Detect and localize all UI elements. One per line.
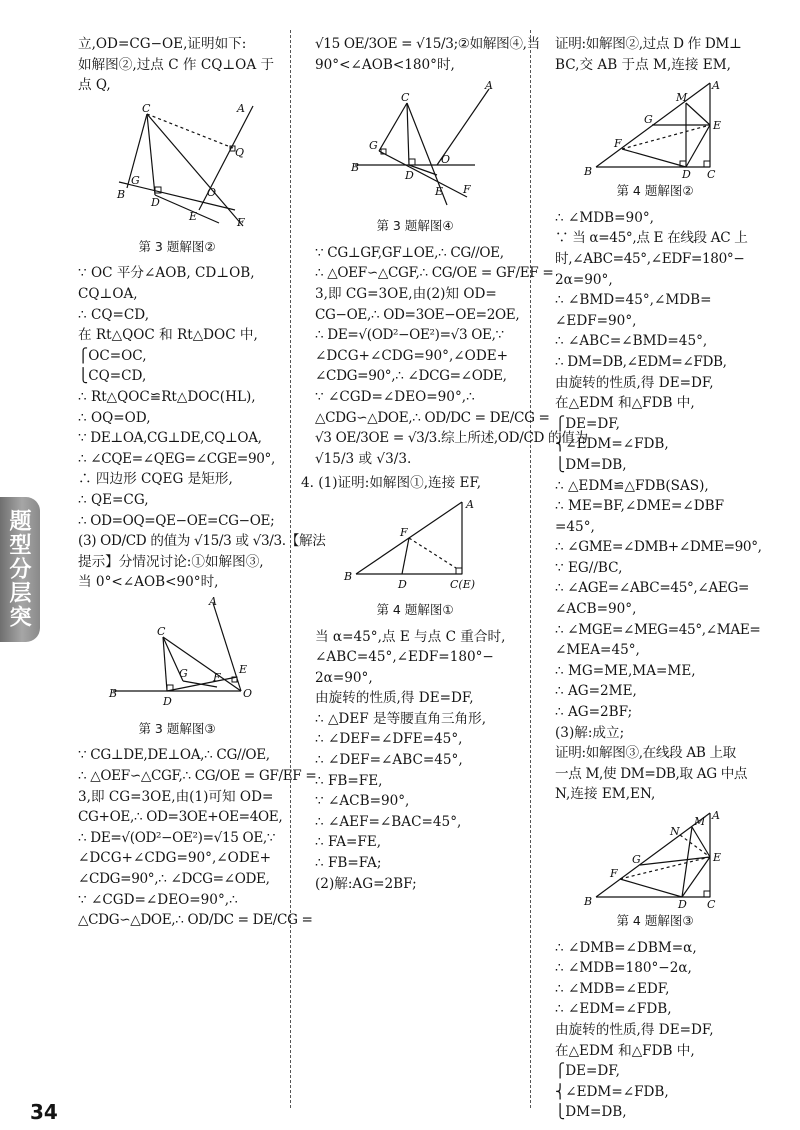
- figure-4-3: [580, 809, 730, 909]
- label-O: O: [243, 686, 253, 700]
- column-divider-2: [530, 30, 531, 1108]
- side-tab-label: 题型分层突: [6, 509, 31, 629]
- text-line: 90°<∠AOB<180°时,: [315, 56, 455, 73]
- label-E: E: [713, 851, 722, 864]
- text-line: 点 Q,: [78, 77, 111, 94]
- text-line: ∠ABC=45°,∠EDF=180°−: [315, 649, 494, 666]
- text-line: √15 OE/3OE = √15/3;②如解图④,当: [315, 36, 540, 52]
- text-line: ∴ Rt△QOC≌Rt△DOC(HL),: [78, 388, 256, 405]
- text-line: ∴ ∠GME=∠DMB+∠DME=90°,: [555, 539, 762, 556]
- label-F: F: [237, 215, 245, 229]
- text-line: √15/3 或 √3/3.: [315, 450, 412, 467]
- text-line: 提示】分情况讨论:①如解图③,: [78, 553, 264, 570]
- label-C: C: [707, 898, 716, 909]
- label-G: G: [644, 113, 653, 127]
- text-line: ∠DCG+∠CDG=90°,∠ODE+: [78, 850, 272, 867]
- text-line: ∴ DE=√(OD²−OE²)=√15 OE,∵: [78, 829, 276, 846]
- column-divider-1: [290, 30, 291, 1108]
- text-line: (3) OD/CD 的值为 √15/3 或 √3/3.【解法: [78, 533, 326, 550]
- figure-3-4: [325, 79, 505, 214]
- text-line: 立,OD=CG−OE,证明如下:: [78, 36, 247, 52]
- text-line: N,连接 EM,EN,: [555, 786, 656, 803]
- figure-4-1: [340, 498, 490, 598]
- label-F: F: [213, 670, 221, 684]
- text-line: ∴ ∠DMB=∠DBM=α,: [555, 939, 697, 956]
- figure-3-3: [87, 597, 267, 717]
- text-line: ⎩DM=DB,: [555, 1104, 627, 1121]
- label-C: C: [157, 624, 166, 638]
- text-line: 由旋转的性质,得 DE=DF,: [555, 374, 714, 391]
- text-line: ∠DCG+∠CDG=90°,∠ODE+: [315, 347, 509, 364]
- text-line: 当 0°<∠AOB<90°时,: [78, 574, 219, 591]
- text-line: ∴ ME=BF,∠DME=∠DBF: [555, 498, 725, 515]
- figure-caption: 第 4 题解图①: [376, 601, 454, 617]
- label-M: M: [694, 815, 706, 828]
- text-line: 在△EDM 和△FDB 中,: [555, 395, 695, 412]
- text-line: 时,∠ABC=45°,∠EDF=180°−: [555, 250, 745, 267]
- text-line: BC,交 AB 于点 M,连接 EM,: [555, 56, 731, 73]
- text-line: ⎨∠EDM=∠FDB,: [555, 1083, 669, 1100]
- text-line: ∴ OD=OQ=QE−OE=CG−OE;: [78, 512, 275, 529]
- label-A: A: [712, 809, 720, 822]
- text-line: ∵ ∠CGD=∠DEO=90°,∴: [315, 388, 475, 405]
- label-C: C: [142, 101, 151, 115]
- text-line: ∴ 四边形 CQEG 是矩形,: [78, 471, 233, 488]
- figure-caption: 第 3 题解图②: [138, 238, 216, 254]
- question-4-heading: 4. (1)证明:如解图①,连接 EF,: [301, 475, 482, 492]
- text-line: ∴ MG=ME,MA=ME,: [555, 662, 696, 679]
- label-B: B: [117, 187, 126, 201]
- figure-caption: 第 4 题解图③: [616, 913, 694, 928]
- text-line: ∵ EG//BC,: [555, 559, 623, 576]
- label-D: D: [163, 694, 172, 708]
- text-line: ∴ QE=CG,: [78, 491, 149, 508]
- text-line: ∴ ∠AGE=∠ABC=45°,∠AEG=: [555, 580, 750, 597]
- text-line: CG+OE,∴ OD=3OE+OE=4OE,: [78, 809, 283, 826]
- label-G: G: [179, 666, 188, 680]
- label-B: B: [109, 686, 118, 700]
- text-line: ∴ ∠MDB=∠EDF,: [555, 980, 670, 997]
- text-line: (2)解:AG=2BF;: [315, 875, 417, 892]
- text-line: ∴ FA=FE,: [315, 834, 382, 851]
- text-line: CQ⊥OA,: [78, 285, 138, 302]
- text-line: △CDG∽△DOE,∴ OD/DC = DE/CG =: [315, 409, 550, 426]
- text-line: 由旋转的性质,得 DE=DF,: [315, 690, 474, 707]
- text-line: 2α=90°,: [315, 669, 373, 686]
- text-line: (3)解:成立;: [555, 724, 625, 741]
- figure-4-2: [580, 79, 730, 179]
- text-line: ⎧DE=DF,: [555, 415, 620, 432]
- text-line: 在△EDM 和△FDB 中,: [555, 1042, 695, 1059]
- label-C: C: [401, 91, 410, 105]
- label-C: C: [707, 168, 716, 180]
- label-A: A: [712, 79, 720, 93]
- text-line: ∴ ∠MGE=∠MEG=45°,∠MAE=: [555, 621, 761, 638]
- label-N: N: [670, 825, 680, 838]
- text-line: ∴ ∠BMD=45°,∠MDB=: [555, 292, 712, 309]
- text-line: ∠CDG=90°,∴ ∠DCG=∠ODE,: [315, 368, 507, 385]
- label-F: F: [463, 183, 471, 197]
- label-E: E: [189, 209, 198, 223]
- label-CE: C(E): [450, 577, 476, 591]
- text-line: ∵ CG⊥GF,GF⊥OE,∴ CG//OE,: [315, 244, 504, 261]
- column-3: [555, 34, 762, 1123]
- label-A: A: [209, 596, 217, 608]
- label-F: F: [610, 867, 618, 880]
- text-line: ∴ FB=FE,: [315, 772, 383, 789]
- text-line: ∠EDF=90°,: [555, 312, 637, 329]
- text-line: ∠ACB=90°,: [555, 601, 637, 618]
- text-line: ∴ ∠DEF=∠DFE=45°,: [315, 731, 463, 748]
- text-line: ∴ AG=2ME,: [555, 683, 637, 700]
- text-line: ∵ DE⊥OA,CG⊥DE,CQ⊥OA,: [78, 430, 262, 447]
- label-D: D: [151, 195, 160, 209]
- label-A: A: [237, 101, 245, 115]
- text-line: ⎧OC=OC,: [78, 347, 147, 364]
- label-A: A: [485, 79, 493, 93]
- label-D: D: [678, 898, 687, 909]
- label-D: D: [398, 577, 407, 591]
- text-line: ∴ DM=DB,∠EDM=∠FDB,: [555, 353, 727, 370]
- text-line: √3 OE/3OE = √3/3.综上所述,OD/CD 的值为: [315, 430, 588, 447]
- label-D: D: [682, 168, 691, 180]
- text-line: ∵ OC 平分∠AOB, CD⊥OB,: [78, 265, 255, 282]
- figure-caption: 第 3 题解图③: [138, 720, 216, 736]
- label-E: E: [435, 185, 444, 199]
- text-line: 证明:如解图③,在线段 AB 上取: [555, 745, 736, 762]
- text-line: ∴ △DEF 是等腰直角三角形,: [315, 710, 487, 727]
- label-F: F: [400, 525, 408, 539]
- text-line: 在 Rt△QOC 和 Rt△DOC 中,: [78, 327, 258, 344]
- label-M: M: [676, 91, 688, 105]
- text-line: ⎩CQ=CD,: [78, 368, 147, 385]
- text-line: 当 α=45°,点 E 与点 C 重合时,: [315, 628, 506, 645]
- text-line: △CDG∽△DOE,∴ OD/DC = DE/CG =: [78, 912, 313, 929]
- text-line: ∴ ∠MDB=180°−2α,: [555, 960, 692, 977]
- text-line: ∴ ∠MDB=90°,: [555, 209, 654, 226]
- figure-3-2: [87, 100, 267, 235]
- label-O: O: [207, 185, 217, 199]
- text-line: 3,即 CG=3OE,由(1)可知 OD=: [78, 788, 274, 805]
- text-line: 由旋转的性质,得 DE=DF,: [555, 1021, 714, 1038]
- text-line: ∴ FB=FA;: [315, 855, 382, 872]
- label-B: B: [584, 895, 593, 908]
- text-line: ∴ △EDM≌△FDB(SAS),: [555, 477, 709, 494]
- text-line: ∴ △OEF∽△CGF,∴ CG/OE = GF/EF =: [315, 265, 554, 282]
- label-B: B: [344, 569, 353, 583]
- text-line: 证明:如解图②,过点 D 作 DM⊥: [555, 36, 742, 52]
- text-line: ∴ ∠CQE=∠QEG=∠CGE=90°,: [78, 450, 275, 467]
- text-line: ∴ ∠DEF=∠ABC=45°,: [315, 752, 463, 769]
- figure-caption: 第 4 题解图②: [616, 183, 694, 199]
- label-O: O: [441, 153, 451, 167]
- label-Q: Q: [235, 145, 245, 159]
- text-line: ∴ ∠EDM=∠FDB,: [555, 1001, 672, 1018]
- text-line: ∴ ∠AEF=∠BAC=45°,: [315, 813, 462, 830]
- text-line: ∴ CQ=CD,: [78, 306, 150, 323]
- side-section-tab: [0, 497, 40, 642]
- label-G: G: [131, 173, 140, 187]
- figure-caption: 第 3 题解图④: [376, 218, 454, 234]
- text-line: ⎧DE=DF,: [555, 1063, 620, 1080]
- column-1: [78, 34, 326, 931]
- text-line: 3,即 CG=3OE,由(2)知 OD=: [315, 285, 497, 302]
- label-D: D: [405, 169, 414, 183]
- column-2: [301, 34, 588, 894]
- text-line: ∵ CG⊥DE,DE⊥OA,∴ CG//OE,: [78, 747, 270, 764]
- label-E: E: [239, 662, 248, 676]
- label-B: B: [351, 161, 360, 175]
- text-line: 如解图②,过点 C 作 CQ⊥OA 于: [78, 56, 275, 73]
- text-line: ∴ DE=√(OD²−OE²)=√3 OE,∵: [315, 327, 504, 344]
- label-A: A: [466, 497, 474, 511]
- text-line: ⎨∠EDM=∠FDB,: [555, 436, 669, 453]
- label-G: G: [632, 853, 641, 866]
- text-line: ⎩DM=DB,: [555, 456, 627, 473]
- page-number: 34: [30, 1100, 58, 1124]
- text-line: ∴ OQ=OD,: [78, 409, 151, 426]
- text-line: 一点 M,使 DM=DB,取 AG 中点: [555, 765, 748, 782]
- text-line: ∴ AG=2BF;: [555, 704, 633, 721]
- text-line: ∵ ∠ACB=90°,: [315, 793, 410, 810]
- text-line: ∴ ∠ABC=∠BMD=45°,: [555, 333, 708, 350]
- text-line: ∠MEA=45°,: [555, 642, 640, 659]
- label-F: F: [614, 137, 622, 151]
- label-G: G: [369, 139, 378, 153]
- text-line: CG−OE,∴ OD=3OE−OE=2OE,: [315, 306, 520, 323]
- text-line: ∵ 当 α=45°,点 E 在线段 AC 上: [555, 230, 748, 247]
- text-line: 2α=90°,: [555, 271, 613, 288]
- label-E: E: [713, 119, 722, 133]
- label-B: B: [584, 165, 593, 179]
- text-line: =45°,: [555, 518, 595, 535]
- text-line: ∠CDG=90°,∴ ∠DCG=∠ODE,: [78, 871, 270, 888]
- text-line: ∵ ∠CGD=∠DEO=90°,∴: [78, 891, 238, 908]
- text-line: ∴ △OEF∽△CGF,∴ CG/OE = GF/EF =: [78, 768, 317, 785]
